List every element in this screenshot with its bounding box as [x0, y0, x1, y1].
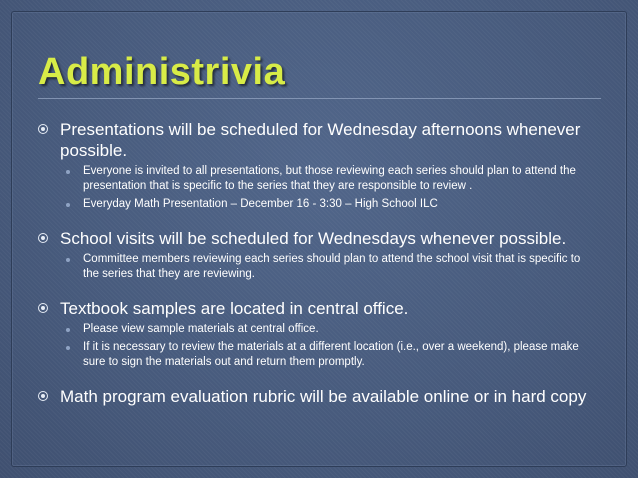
title-divider	[38, 98, 601, 99]
bullet-text: Math program evaluation rubric will be available online or in hard copy	[60, 387, 587, 406]
bullet-text: Presentations will be scheduled for Wednesday afternoons whenever possible.	[60, 120, 581, 160]
sub-bullet-item	[66, 252, 598, 282]
sub-bullet-text: Everyone is invited to all presentations, but those reviewing each series should plan to attend the presentation that is specific to the series that they are responsible to review .	[83, 165, 576, 192]
bullet-item-textbook-samples	[38, 298, 598, 370]
dot-bullet-icon	[66, 258, 70, 262]
bullet-item-school-visits	[38, 228, 598, 282]
dot-bullet-icon	[66, 203, 70, 207]
sub-bullet-list	[38, 322, 598, 370]
sub-bullet-text: Committee members reviewing each series should plan to attend the school visit that is specific to the series that they are reviewing.	[83, 253, 581, 280]
sub-bullet-item	[66, 197, 598, 212]
sub-bullet-text: Please view sample materials at central office.	[83, 323, 319, 335]
bullet-item-presentations	[38, 119, 598, 212]
bullet-item-rubric	[38, 386, 598, 407]
sub-bullet-item	[66, 340, 598, 370]
sub-bullet-item	[66, 164, 598, 194]
sub-bullet-item	[66, 322, 598, 337]
sub-bullet-list	[38, 164, 598, 212]
dot-bullet-icon	[66, 346, 70, 350]
bullet-list	[38, 119, 598, 407]
circle-bullet-icon	[38, 124, 48, 134]
sub-bullet-text: Everyday Math Presentation – December 16 - 3:30 – High School ILC	[83, 198, 438, 210]
sub-bullet-list	[38, 252, 598, 282]
slide-title: Administrivia	[38, 51, 286, 93]
circle-bullet-icon	[38, 303, 48, 313]
dot-bullet-icon	[66, 328, 70, 332]
bullet-text: School visits will be scheduled for Wednesdays whenever possible.	[60, 229, 567, 248]
bullet-text: Textbook samples are located in central office.	[60, 299, 409, 318]
dot-bullet-icon	[66, 170, 70, 174]
circle-bullet-icon	[38, 391, 48, 401]
sub-bullet-text: If it is necessary to review the materials at a different location (i.e., over a weekend), please make sure to sign the materials out and return them promptly.	[83, 341, 579, 368]
circle-bullet-icon	[38, 233, 48, 243]
